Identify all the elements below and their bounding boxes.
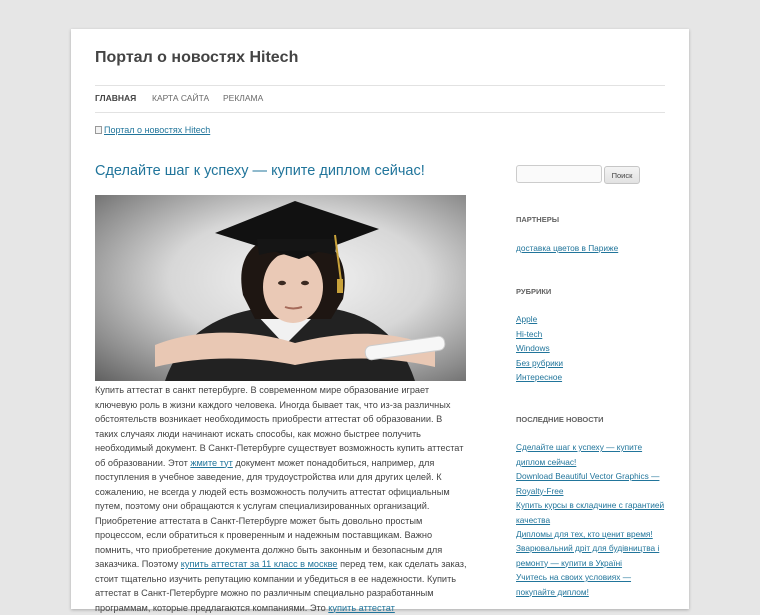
recent-post-link[interactable]: Зварювальний дріт для будівництва і ремонту — купити в Україні [516,543,660,568]
recent-post-link[interactable]: Купить курсы в складчине с гарантией качества [516,500,665,525]
category-link-hitech[interactable]: Hi-tech [516,329,543,339]
category-link-apple[interactable]: Apple [516,314,538,324]
widget-title-recent-posts: ПОСЛЕДНИЕ НОВОСТИ [516,415,604,424]
widget-title-partners: ПАРТНЕРЫ [516,215,560,224]
header-banner-alt-text: Портал о новостях Hitech [104,125,211,135]
widget-title-categories: РУБРИКИ [516,287,552,296]
nav-item-advertising[interactable]: РЕКЛАМА [223,93,264,103]
broken-image-icon [95,126,102,134]
header-divider-top [95,85,665,86]
post-body [95,383,467,615]
recent-post-link[interactable]: Сделайте шаг к успеху — купите диплом сейчас! [516,442,643,467]
sidebar-link-partner[interactable]: доставка цветов в Париже [516,243,619,253]
header-banner-link[interactable] [95,125,210,135]
recent-post-link[interactable]: Download Beautiful Vector Graphics — Royalty-Free [516,471,660,496]
nav-item-home[interactable]: ГЛАВНАЯ [95,93,137,103]
recent-post-link[interactable]: Дипломы для тех, кто ценит время! [516,529,653,539]
search-button[interactable]: Поиск [604,166,640,184]
recent-post-link[interactable]: Учитесь на своих условиях — покупайте диплом! [516,572,632,597]
post-link-buy-certificate-moscow[interactable]: купить аттестат за 11 класс в москве [180,559,338,569]
post-body-text: перед тем, как сделать заказ, стоит тщательно изучить репутацию компании и убедиться в ее надежности. Купить аттестат в Санкт-Петербурге можно по различным специально разработанным программам, которые предлагаются компаниями. Это [95,559,467,613]
post-link-click-here[interactable]: жмите тут [190,457,233,468]
post-body-text: документ может понадобиться, например, для поступления в учебное заведение, для трудоустройства или для других целей. К сожалению, не всегда у людей есть возможность получить аттестат официальным путем, поэтому они обращаются к услугам специализированных организаций. Приобретение аттестата в Санкт-Петербурге может быть довольно простым процессом, если обратиться к проверенным и надежным поставщикам. Важно помнить, что приобретение документа должно быть законным и безопасным для заказчика. Поэтому [95,457,450,569]
search-input[interactable] [516,165,602,183]
post-featured-image [95,195,466,381]
post-link-buy-certificate[interactable]: купить аттестат [328,602,395,613]
page-container [71,29,689,613]
category-link-windows[interactable]: Windows [516,343,550,353]
site-title-link[interactable]: Портал о новостях Hitech [95,49,299,66]
category-link-uncategorized[interactable]: Без рубрики [516,358,564,368]
header-divider-bottom [95,112,665,113]
student-in-graduation-cap-image [95,195,466,381]
post-body-text: Купить аттестат в санкт петербурге. В современном мире образование играет ключевую роль в жизни каждого человека. Иногда бывает так, что из-за различных обстоятельств возникает необходимость приобрести аттестат об образовании. В таких случаях люди начинают искать способы, как можно быстрее получить необходимый документ. В Санкт-Петербурге существует возможность купить аттестат об образовании. Этот [95,385,464,468]
category-link-interesting[interactable]: Интересное [516,372,563,382]
post-title-link[interactable]: Сделайте шаг к успеху — купите диплом сейчас! [95,163,425,179]
nav-item-sitemap[interactable]: КАРТА САЙТА [152,93,210,103]
